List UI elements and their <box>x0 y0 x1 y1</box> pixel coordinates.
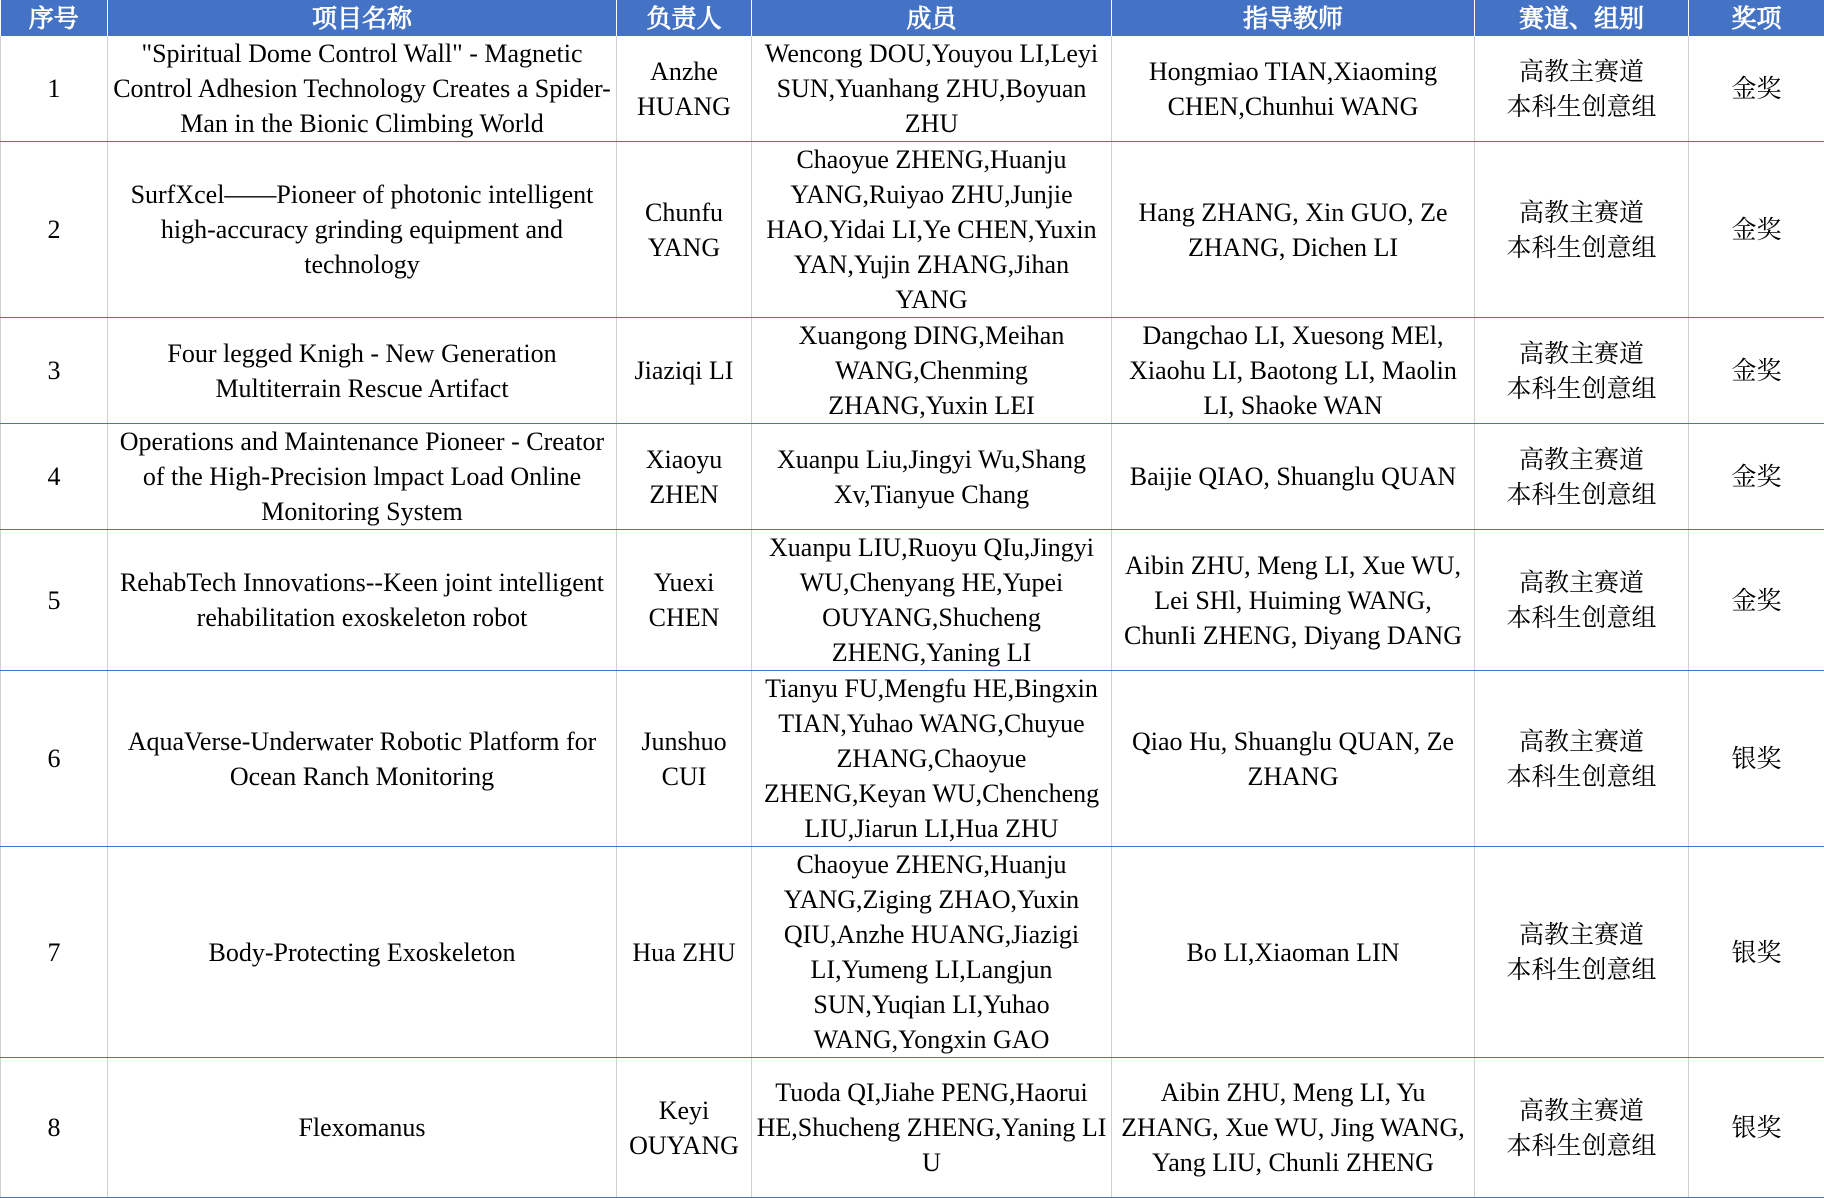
table-row <box>1 36 1824 142</box>
track-line: 高教主赛道 <box>1479 1093 1684 1128</box>
cell-no: 7 <box>1 847 108 1058</box>
cell-members: Tuoda QI,Jiahe PENG,Haorui HE,Shucheng ZHENG,Yaning LI U <box>752 1058 1112 1198</box>
cell-no: 6 <box>1 671 108 847</box>
header-award: 奖项 <box>1689 0 1824 36</box>
header-advisors: 指导教师 <box>1112 0 1475 36</box>
track-line: 高教主赛道 <box>1479 442 1684 477</box>
cell-project: AquaVerse-Underwater Robotic Platform for Ocean Ranch Monitoring <box>108 671 617 847</box>
cell-leader: Jiaziqi LI <box>617 318 752 424</box>
group-line: 本科生创意组 <box>1479 89 1684 124</box>
group-line: 本科生创意组 <box>1479 477 1684 512</box>
group-line: 本科生创意组 <box>1479 1128 1684 1163</box>
group-line: 本科生创意组 <box>1479 600 1684 635</box>
cell-no: 8 <box>1 1058 108 1198</box>
cell-no: 4 <box>1 424 108 530</box>
cell-no: 1 <box>1 36 108 142</box>
cell-members: Xuangong DING,Meihan WANG,Chenming ZHANG,Yuxin LEI <box>752 318 1112 424</box>
cell-members: Xuanpu Liu,Jingyi Wu,Shang Xv,Tianyue Chang <box>752 424 1112 530</box>
cell-award: 金奖 <box>1689 424 1824 530</box>
cell-project: "Spiritual Dome Control Wall" - Magnetic Control Adhesion Technology Creates a Spider-Man in the Bionic Climbing World <box>108 36 617 142</box>
cell-leader: Chunfu YANG <box>617 142 752 318</box>
cell-advisors: Dangchao LI, Xuesong MEl, Xiaohu LI, Baotong LI, Maolin LI, Shaoke WAN <box>1112 318 1475 424</box>
track-line: 高教主赛道 <box>1479 195 1684 230</box>
group-line: 本科生创意组 <box>1479 952 1684 987</box>
cell-leader: Yuexi CHEN <box>617 530 752 671</box>
track-line: 高教主赛道 <box>1479 724 1684 759</box>
cell-track <box>1475 847 1689 1058</box>
cell-leader: Hua ZHU <box>617 847 752 1058</box>
table-row <box>1 142 1824 318</box>
cell-track <box>1475 530 1689 671</box>
cell-members: Wencong DOU,Youyou LI,Leyi SUN,Yuanhang ZHU,Boyuan ZHU <box>752 36 1112 142</box>
cell-track <box>1475 424 1689 530</box>
cell-project: SurfXcel——Pioneer of photonic intelligent high-accuracy grinding equipment and technology <box>108 142 617 318</box>
cell-advisors: Aibin ZHU, Meng LI, Xue WU, Lei SHl, Huiming WANG, ChunIi ZHENG, Diyang DANG <box>1112 530 1475 671</box>
header-no: 序号 <box>1 0 108 36</box>
table-row <box>1 847 1824 1058</box>
cell-members: Chaoyue ZHENG,Huanju YANG,Ruiyao ZHU,Junjie HAO,Yidai LI,Ye CHEN,Yuxin YAN,Yujin ZHANG,Jihan YANG <box>752 142 1112 318</box>
cell-leader: Anzhe HUANG <box>617 36 752 142</box>
table-row <box>1 1058 1824 1198</box>
cell-advisors: Bo LI,Xiaoman LIN <box>1112 847 1475 1058</box>
cell-award: 银奖 <box>1689 1058 1824 1198</box>
header-track: 赛道、组别 <box>1475 0 1689 36</box>
cell-leader: Xiaoyu ZHEN <box>617 424 752 530</box>
table-row <box>1 424 1824 530</box>
header-row <box>1 0 1824 36</box>
header-project: 项目名称 <box>108 0 617 36</box>
cell-track <box>1475 142 1689 318</box>
cell-leader: Keyi OUYANG <box>617 1058 752 1198</box>
cell-award: 金奖 <box>1689 530 1824 671</box>
cell-track <box>1475 1058 1689 1198</box>
group-line: 本科生创意组 <box>1479 759 1684 794</box>
cell-project: Operations and Maintenance Pioneer - Creator of the High-Precision lmpact Load Online Monitoring System <box>108 424 617 530</box>
cell-advisors: Qiao Hu, Shuanglu QUAN, Ze ZHANG <box>1112 671 1475 847</box>
table-row <box>1 318 1824 424</box>
cell-award: 银奖 <box>1689 671 1824 847</box>
cell-award: 银奖 <box>1689 847 1824 1058</box>
cell-no: 5 <box>1 530 108 671</box>
cell-advisors: Aibin ZHU, Meng LI, Yu ZHANG, Xue WU, Jing WANG, Yang LIU, Chunli ZHENG <box>1112 1058 1475 1198</box>
cell-advisors: Baijie QIAO, Shuanglu QUAN <box>1112 424 1475 530</box>
cell-project: Body-Protecting Exoskeleton <box>108 847 617 1058</box>
cell-project: Four legged Knigh - New Generation Multiterrain Rescue Artifact <box>108 318 617 424</box>
header-leader: 负责人 <box>617 0 752 36</box>
track-line: 高教主赛道 <box>1479 54 1684 89</box>
cell-advisors: Hang ZHANG, Xin GUO, Ze ZHANG, Dichen LI <box>1112 142 1475 318</box>
cell-track <box>1475 318 1689 424</box>
cell-leader: Junshuo CUI <box>617 671 752 847</box>
track-line: 高教主赛道 <box>1479 565 1684 600</box>
cell-project: Flexomanus <box>108 1058 617 1198</box>
group-line: 本科生创意组 <box>1479 371 1684 406</box>
cell-members: Tianyu FU,Mengfu HE,Bingxin TIAN,Yuhao WANG,Chuyue ZHANG,Chaoyue ZHENG,Keyan WU,Chencheng LIU,Jiarun LI,Hua ZHU <box>752 671 1112 847</box>
track-line: 高教主赛道 <box>1479 336 1684 371</box>
cell-track <box>1475 671 1689 847</box>
group-line: 本科生创意组 <box>1479 230 1684 265</box>
cell-members: Chaoyue ZHENG,Huanju YANG,Ziging ZHAO,Yuxin QIU,Anzhe HUANG,Jiazigi LI,Yumeng LI,Langjun SUN,Yuqian LI,Yuhao WANG,Yongxin GAO <box>752 847 1112 1058</box>
table-row <box>1 530 1824 671</box>
cell-advisors: Hongmiao TIAN,Xiaoming CHEN,Chunhui WANG <box>1112 36 1475 142</box>
cell-project: RehabTech Innovations--Keen joint intelligent rehabilitation exoskeleton robot <box>108 530 617 671</box>
table-row <box>1 671 1824 847</box>
cell-members: Xuanpu LIU,Ruoyu QIu,Jingyi WU,Chenyang HE,Yupei OUYANG,Shucheng ZHENG,Yaning LI <box>752 530 1112 671</box>
cell-no: 2 <box>1 142 108 318</box>
cell-award: 金奖 <box>1689 36 1824 142</box>
cell-no: 3 <box>1 318 108 424</box>
cell-award: 金奖 <box>1689 318 1824 424</box>
header-members: 成员 <box>752 0 1112 36</box>
track-line: 高教主赛道 <box>1479 917 1684 952</box>
cell-award: 金奖 <box>1689 142 1824 318</box>
cell-track <box>1475 36 1689 142</box>
